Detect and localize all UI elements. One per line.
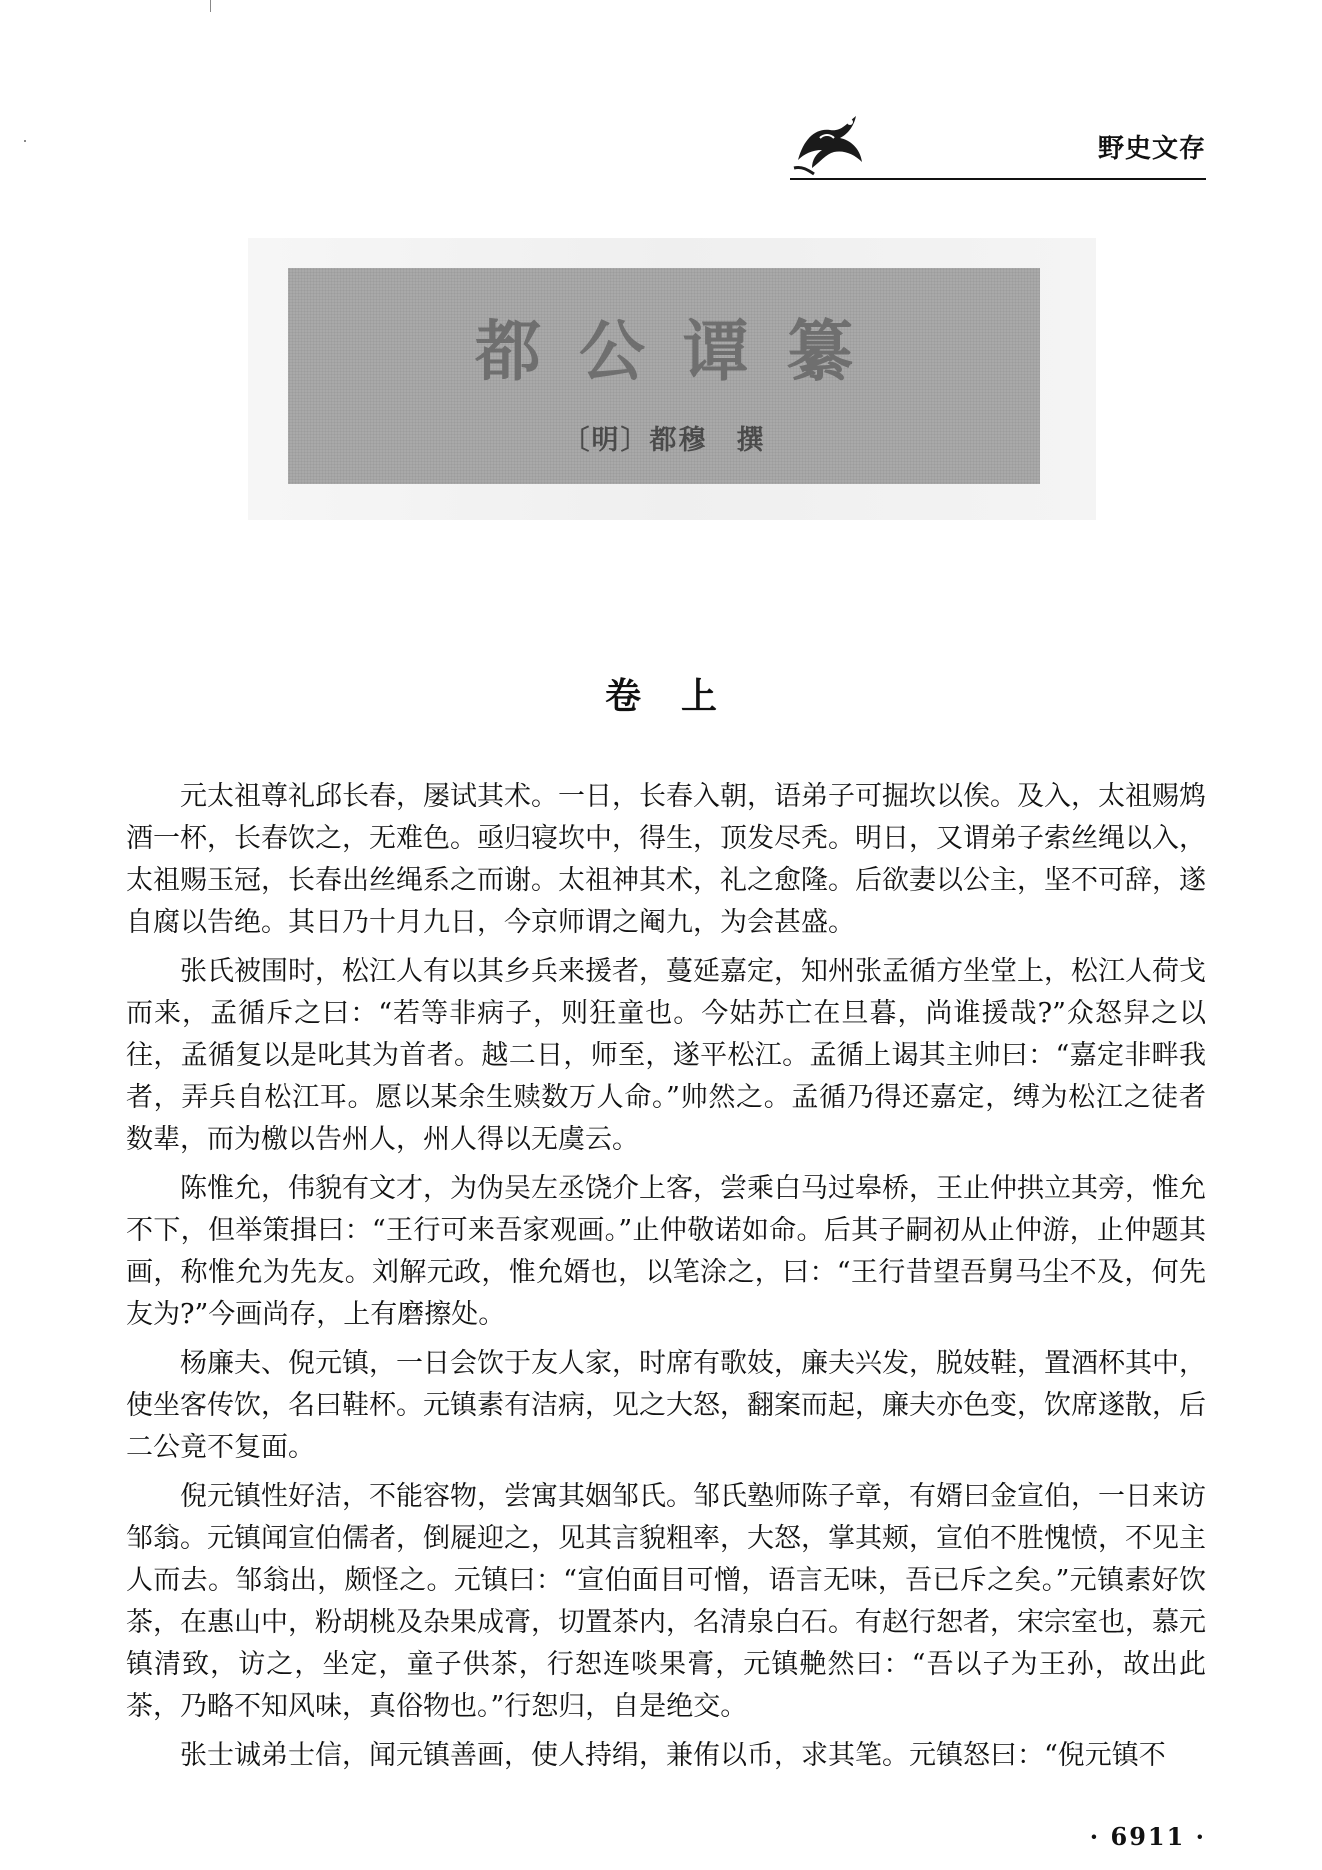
title-box (288, 268, 1040, 484)
paragraph: 元太祖尊礼邱长春，屡试其术。一日，长春入朝，语弟子可掘坎以俟。及入，太祖赐鸩酒一杯，长春饮之，无难色。亟归寝坎中，得生，顶发尽秃。明日，又谓弟子索丝绳以入，太祖赐玉冠，长春出丝绳系之而谢。太祖神其术，礼之愈隆。后欲妻以公主，坚不可辞，遂自腐以告绝。其日乃十月九日，今京师谓之阉九，为会甚盛。 (126, 781, 1206, 938)
body-text (126, 776, 1206, 1784)
series-title: 野史文存 (1097, 134, 1206, 164)
paragraph: 张士诚弟士信，闻元镇善画，使人持绢，兼侑以币，求其笔。元镇怒曰：“倪元镇不 (180, 1740, 1166, 1771)
book-title: 都公谭纂 (475, 312, 891, 390)
paragraph: 倪元镇性好洁，不能容物，尝寓其姻邹氏。邹氏塾师陈子章，有婿曰金宣伯，一日来访邹翁。元镇闻宣伯儒者，倒屣迎之，见其言貌粗率，大怒，掌其颊，宣伯不胜愧愤，不见主人而去。邹翁出，颇怪之。元镇曰：“宣伯面目可憎，语言无味，吾已斥之矣。”元镇素好饮茶，在惠山中，粉胡桃及杂果成膏，切置茶内，名清泉白石。有赵行恕者，宋宗室也，慕元镇清致，访之，坐定，童子供茶，行恕连啖果膏，元镇艴然曰：“吾以子为王孙，故出此茶，乃略不知风味，真俗物也。”行恕归，自是绝交。 (126, 1481, 1206, 1722)
header-rule (790, 178, 1206, 180)
scan-mark (210, 0, 211, 12)
book-author: 〔明〕都穆 撰 (562, 425, 766, 456)
dragon-emblem-icon (790, 108, 870, 178)
page-number: · 6911 · (1089, 1822, 1206, 1851)
scan-mark (24, 140, 26, 142)
paragraph: 陈惟允，伟貌有文才，为伪吴左丞饶介上客，尝乘白马过皋桥，王止仲拱立其旁，惟允不下，但举策揖曰：“王行可来吾家观画。”止仲敬诺如命。后其子嗣初从止仲游，止仲题其画，称惟允为先友。刘解元政，惟允婿也，以笔涂之，曰：“王行昔望吾舅马尘不及，何先友为?”今画尚存，上有磨擦处。 (126, 1173, 1206, 1330)
paragraph: 杨廉夫、倪元镇，一日会饮于友人家，时席有歌妓，廉夫兴发，脱妓鞋，置酒杯其中，使坐客传饮，名曰鞋杯。元镇素有洁病，见之大怒，翻案而起，廉夫亦色变，饮席遂散，后二公竟不复面。 (126, 1348, 1206, 1463)
paragraph: 张氏被围时，松江人有以其乡兵来援者，蔓延嘉定，知州张孟循方坐堂上，松江人荷戈而来，孟循斥之曰：“若等非病子，则狂童也。今姑苏亡在旦暮，尚谁援哉?”众怒舁之以往，孟循复以是叱其为首者。越二日，师至，遂平松江。孟循上谒其主帅曰：“嘉定非畔我者，弄兵自松江耳。愿以某余生赎数万人命。”帅然之。孟循乃得还嘉定，缚为松江之徒者数辈，而为檄以告州人，州人得以无虞云。 (126, 956, 1206, 1155)
volume-title: 卷上 (604, 676, 757, 717)
